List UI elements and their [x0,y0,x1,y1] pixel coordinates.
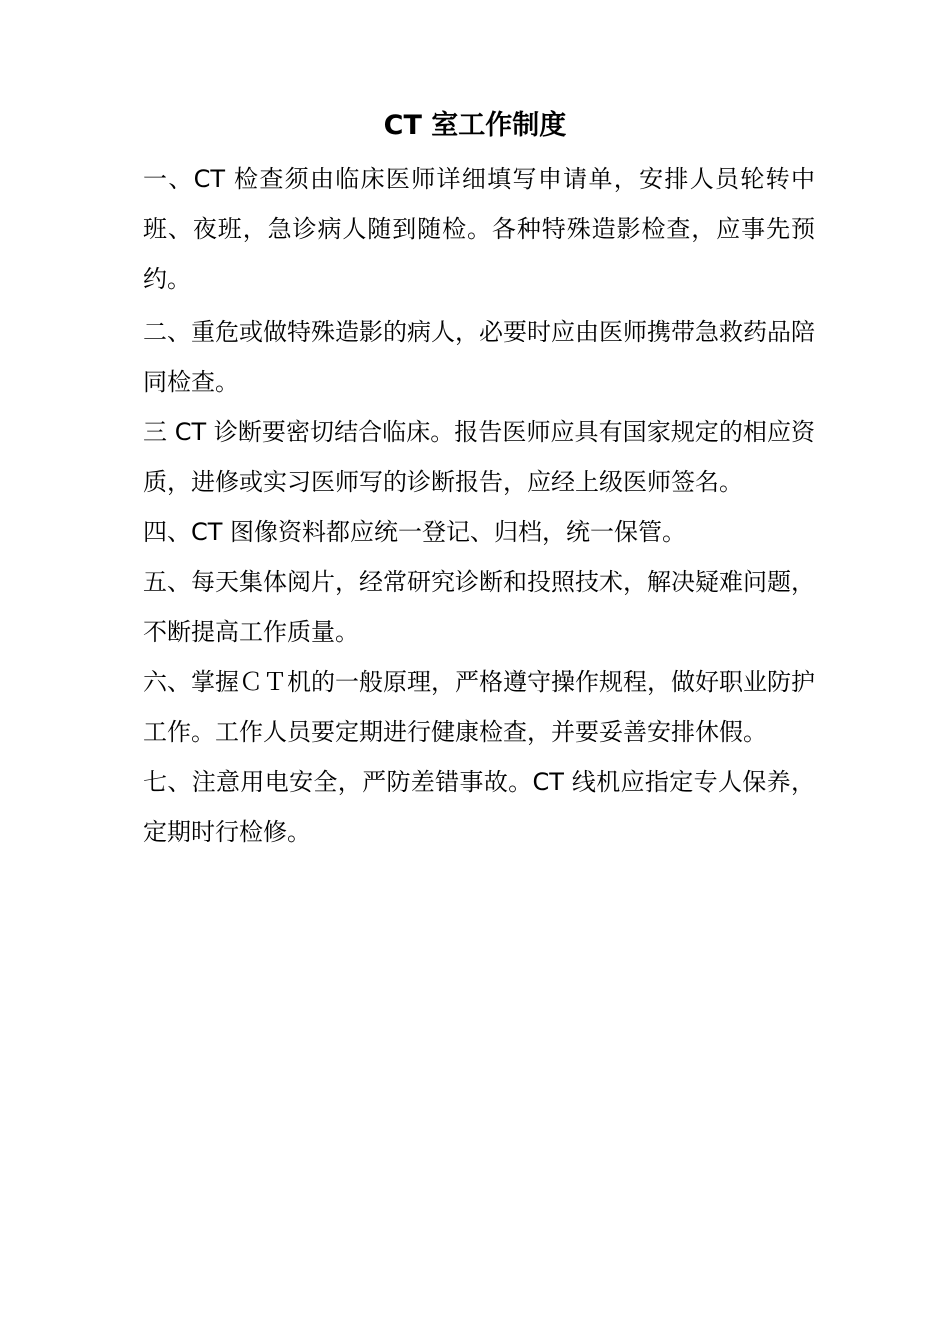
paragraph-2: 二、重危或做特殊造影的病人，必要时应由医师携带急救药品陪同检查。 [143,318,815,396]
paragraph-4: 四、CT 图像资料都应统一登记、归档，统一保管。 [143,518,687,546]
paragraph-1: 一、CT 检查须由临床医师详细填写申请单，安排人员轮转中班、夜班，急诊病人随到随检。各种特殊造影检查，应事先预约。 [143,165,815,293]
paragraph-7: 七、注意用电安全，严防差错事故。CT 线机应指定专人保养，定期时行检修。 [143,768,815,846]
paragraph-3: 三 CT 诊断要密切结合临床。报告医师应具有国家规定的相应资质，进修或实习医师写的诊断报告，应经上级医师签名。 [143,418,815,496]
paragraph-6: 六、掌握ＣＴ机的一般原理，严格遵守操作规程，做好职业防护工作。工作人员要定期进行健康检查，并要妥善安排休假。 [143,668,815,746]
document-body [143,154,815,857]
paragraph-5: 五、每天集体阅片，经常研究诊断和投照技术，解决疑难问题，不断提高工作质量。 [143,568,815,646]
page-title: CT 室工作制度 [383,110,567,141]
